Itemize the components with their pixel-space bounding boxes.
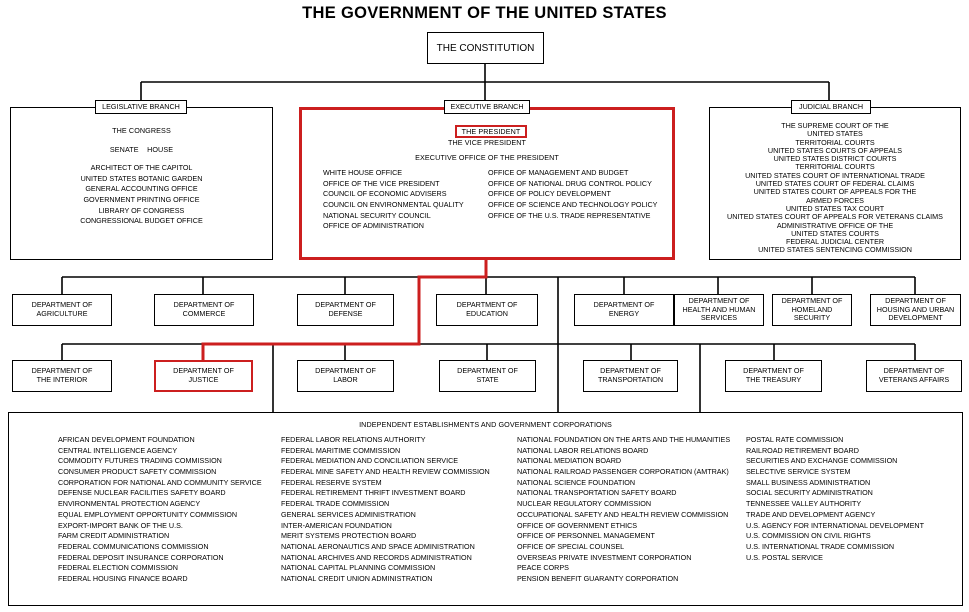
- list-item: FEDERAL RESERVE SYSTEM: [281, 477, 382, 487]
- list-item: ADMINISTRATIVE OFFICE OF THE: [776, 220, 894, 230]
- department-label-line: VETERANS AFFAIRS: [878, 375, 950, 384]
- list-item: PEACE CORPS: [517, 563, 569, 573]
- judicial-list: [709, 122, 961, 255]
- department-state: [439, 360, 536, 392]
- list-item: FARM CREDIT ADMINISTRATION: [58, 531, 170, 541]
- department-label-line: DEPARTMENT OF: [743, 366, 804, 376]
- department-label-line: DEPARTMENT OF: [885, 296, 946, 306]
- list-item: COMMODITY FUTURES TRADING COMMISSION: [58, 456, 222, 466]
- department-label-line: DEFENSE: [328, 309, 363, 318]
- department-label-line: DEPARTMENT OF: [883, 366, 945, 376]
- list-item: NATIONAL TRANSPORTATION SAFETY BOARD: [517, 488, 677, 498]
- department-label-line: DEPARTMENT OF: [456, 300, 518, 310]
- list-item: NATIONAL CAPITAL PLANNING COMMISSION: [281, 563, 436, 573]
- list-item: NATIONAL LABOR RELATIONS BOARD: [517, 445, 649, 455]
- list-item: U.S. POSTAL SERVICE: [746, 552, 823, 562]
- department-label-line: AGRICULTURE: [36, 309, 88, 318]
- list-item: INTER-AMERICAN FOUNDATION: [281, 520, 392, 530]
- department-label-line: DEPARTMENT OF: [315, 300, 376, 310]
- independent-title: INDEPENDENT ESTABLISHMENTS AND GOVERNMENT CORPORATIONS: [359, 420, 612, 429]
- vice-president-label: THE VICE PRESIDENT: [447, 138, 527, 147]
- legislative-label: LEGISLATIVE BRANCH: [95, 100, 187, 114]
- list-item: UNITED STATES COURT OF FEDERAL CLAIMS: [755, 179, 915, 189]
- legislative-list: [10, 163, 273, 227]
- list-item: OFFICE OF GOVERNMENT ETHICS: [517, 520, 638, 530]
- list-item: RAILROAD RETIREMENT BOARD: [746, 445, 859, 455]
- list-item: CONGRESSIONAL BUDGET OFFICE: [80, 216, 203, 226]
- list-item: GOVERNMENT PRINTING OFFICE: [83, 195, 200, 205]
- department-label-line: SERVICES: [700, 313, 738, 323]
- senate-house-label: SENATE HOUSE: [109, 145, 174, 154]
- eop-title: EXECUTIVE OFFICE OF THE PRESIDENT: [415, 153, 559, 162]
- list-item: OFFICE OF ADMINISTRATION: [323, 221, 424, 231]
- department-the-interior: [12, 360, 112, 392]
- department-label-line: COMMERCE: [182, 309, 226, 318]
- department-homeland-security: [772, 294, 852, 326]
- department-the-treasury: [725, 360, 822, 392]
- list-item: OFFICE OF PERSONNEL MANAGEMENT: [517, 531, 655, 541]
- list-item: NATIONAL CREDIT UNION ADMINISTRATION: [281, 573, 433, 583]
- list-item: UNITED STATES: [807, 129, 863, 139]
- list-item: COUNCIL OF ECONOMIC ADVISERS: [323, 189, 447, 199]
- department-label-line: DEPARTMENT OF: [593, 300, 655, 310]
- list-item: FEDERAL MINE SAFETY AND HEALTH REVIEW COMMISSION: [281, 467, 490, 477]
- department-label-line: DEVELOPMENT: [888, 313, 943, 323]
- list-item: NATIONAL AERONAUTICS AND SPACE ADMINISTRATION: [281, 541, 475, 551]
- department-energy: [574, 294, 674, 326]
- list-item: FEDERAL RETIREMENT THRIFT INVESTMENT BOARD: [281, 488, 466, 498]
- list-item: UNITED STATES TAX COURT: [785, 203, 885, 213]
- list-item: TRADE AND DEVELOPMENT AGENCY: [746, 509, 876, 519]
- list-item: TERRITORIAL COURTS: [795, 137, 875, 147]
- department-label-line: LABOR: [333, 375, 358, 384]
- department-label-line: DEPARTMENT OF: [688, 296, 750, 306]
- list-item: ENVIRONMENTAL PROTECTION AGENCY: [58, 499, 201, 509]
- list-item: NUCLEAR REGULATORY COMMISSION: [517, 499, 652, 509]
- list-item: GENERAL SERVICES ADMINISTRATION: [281, 509, 416, 519]
- list-item: THE SUPREME COURT OF THE: [781, 121, 889, 130]
- list-item: UNITED STATES COURTS: [791, 228, 879, 238]
- list-item: OFFICE OF THE VICE PRESIDENT: [323, 178, 440, 188]
- list-item: FEDERAL HOUSING FINANCE BOARD: [58, 573, 188, 583]
- list-item: ARCHITECT OF THE CAPITOL: [90, 163, 193, 172]
- list-item: UNITED STATES SENTENCING COMMISSION: [758, 245, 912, 255]
- list-item: NATIONAL ARCHIVES AND RECORDS ADMINISTRATION: [281, 552, 472, 562]
- department-label-line: DEPARTMENT OF: [173, 366, 234, 376]
- department-label-line: HOMELAND: [791, 304, 833, 314]
- department-label-line: DEPARTMENT OF: [31, 366, 93, 376]
- department-label-line: HOUSING AND URBAN: [876, 304, 955, 314]
- list-item: OFFICE OF SPECIAL COUNSEL: [517, 541, 625, 551]
- department-transportation: [583, 360, 678, 392]
- department-agriculture: [12, 294, 112, 326]
- list-item: UNITED STATES DISTRICT COURTS: [773, 154, 897, 164]
- list-item: U.S. AGENCY FOR INTERNATIONAL DEVELOPMENT: [746, 520, 924, 530]
- list-item: OVERSEAS PRIVATE INVESTMENT CORPORATION: [517, 552, 692, 562]
- list-item: CENTRAL INTELLIGENCE AGENCY: [58, 445, 178, 455]
- constitution-label: THE CONSTITUTION: [436, 42, 535, 54]
- list-item: SELECTIVE SERVICE SYSTEM: [746, 467, 851, 477]
- list-item: TERRITORIAL COURTS: [795, 162, 875, 172]
- department-health-and-human-services: [674, 294, 764, 326]
- department-label-line: THE TREASURY: [745, 375, 802, 384]
- list-item: NATIONAL SCIENCE FOUNDATION: [517, 477, 636, 487]
- list-item: OFFICE OF SCIENCE AND TECHNOLOGY POLICY: [488, 200, 658, 210]
- list-item: POSTAL RATE COMMISSION: [746, 435, 844, 444]
- list-item: SMALL BUSINESS ADMINISTRATION: [746, 477, 871, 487]
- list-item: SOCIAL SECURITY ADMINISTRATION: [746, 488, 873, 498]
- department-label-line: DEPARTMENT OF: [457, 366, 518, 376]
- list-item: SECURITIES AND EXCHANGE COMMISSION: [746, 456, 898, 466]
- department-label-line: SECURITY: [793, 313, 831, 323]
- department-label-line: THE INTERIOR: [36, 375, 88, 384]
- list-item: DEFENSE NUCLEAR FACILITIES SAFETY BOARD: [58, 488, 226, 498]
- list-item: NATIONAL SECURITY COUNCIL: [323, 210, 431, 220]
- list-item: FEDERAL DEPOSIT INSURANCE CORPORATION: [58, 552, 224, 562]
- independent-col-4: [746, 435, 924, 563]
- list-item: OFFICE OF POLICY DEVELOPMENT: [488, 189, 611, 199]
- list-item: LIBRARY OF CONGRESS: [98, 205, 185, 215]
- list-item: UNITED STATES COURTS OF APPEALS: [767, 145, 903, 155]
- department-label-line: DEPARTMENT OF: [173, 300, 235, 310]
- department-defense: [297, 294, 394, 326]
- list-item: MERIT SYSTEMS PROTECTION BOARD: [281, 531, 417, 541]
- department-education: [436, 294, 538, 326]
- list-item: FEDERAL MEDIATION AND CONCILIATION SERVICE: [281, 456, 459, 466]
- department-justice: [154, 360, 253, 392]
- list-item: GENERAL ACCOUNTING OFFICE: [85, 184, 198, 194]
- list-item: UNITED STATES COURT OF APPEALS FOR THE: [753, 187, 917, 197]
- executive-label: EXECUTIVE BRANCH: [444, 100, 530, 114]
- judicial-label: JUDICIAL BRANCH: [791, 100, 871, 114]
- department-label-line: ENERGY: [608, 309, 640, 318]
- list-item: OFFICE OF MANAGEMENT AND BUDGET: [488, 168, 629, 177]
- list-item: CORPORATION FOR NATIONAL AND COMMUNITY SERVICE: [58, 477, 262, 487]
- department-label-line: STATE: [476, 375, 499, 384]
- department-label-line: TRANSPORTATION: [597, 375, 664, 384]
- list-item: U.S. INTERNATIONAL TRADE COMMISSION: [746, 541, 895, 551]
- department-commerce: [154, 294, 254, 326]
- list-item: TENNESSEE VALLEY AUTHORITY: [746, 499, 862, 509]
- list-item: FEDERAL ELECTION COMMISSION: [58, 563, 178, 573]
- department-label-line: DEPARTMENT OF: [315, 366, 376, 376]
- list-item: UNITED STATES COURT OF APPEALS FOR VETERANS CLAIMS: [727, 212, 943, 222]
- department-label-line: JUSTICE: [188, 375, 219, 384]
- president-label: THE PRESIDENT: [455, 125, 527, 138]
- independent-col-3: [517, 435, 730, 585]
- department-label-line: DEPARTMENT OF: [31, 300, 93, 310]
- independent-col-1: [58, 435, 262, 585]
- list-item: PENSION BENEFIT GUARANTY CORPORATION: [517, 573, 679, 583]
- department-label-line: HEALTH AND HUMAN: [682, 304, 756, 314]
- list-item: UNITED STATES BOTANIC GARDEN: [80, 173, 203, 183]
- department-label-line: DEPARTMENT OF: [600, 366, 661, 376]
- list-item: AFRICAN DEVELOPMENT FOUNDATION: [58, 435, 195, 444]
- eop-left-list: [323, 168, 464, 232]
- independent-col-2: [281, 435, 490, 585]
- list-item: U.S. COMMISSION ON CIVIL RIGHTS: [746, 531, 871, 541]
- congress-label: THE CONGRESS: [112, 126, 171, 135]
- list-item: CONSUMER PRODUCT SAFETY COMMISSION: [58, 467, 217, 477]
- list-item: NATIONAL MEDIATION BOARD: [517, 456, 622, 466]
- list-item: FEDERAL TRADE COMMISSION: [281, 499, 390, 509]
- list-item: NATIONAL FOUNDATION ON THE ARTS AND THE HUMANITIES: [517, 435, 731, 444]
- list-item: UNITED STATES COURT OF INTERNATIONAL TRADE: [745, 170, 925, 180]
- department-label-line: DEPARTMENT OF: [781, 296, 843, 306]
- list-item: OFFICE OF THE U.S. TRADE REPRESENTATIVE: [488, 210, 651, 220]
- department-labor: [297, 360, 394, 392]
- list-item: EQUAL EMPLOYMENT OPPORTUNITY COMMISSION: [58, 509, 238, 519]
- list-item: FEDERAL LABOR RELATIONS AUTHORITY: [281, 435, 426, 444]
- list-item: OFFICE OF NATIONAL DRUG CONTROL POLICY: [488, 178, 652, 188]
- eop-right-list: [488, 168, 657, 221]
- department-label-line: EDUCATION: [466, 309, 508, 318]
- list-item: FEDERAL JUDICIAL CENTER: [785, 237, 885, 247]
- list-item: FEDERAL COMMUNICATIONS COMMISSION: [58, 541, 209, 551]
- list-item: ARMED FORCES: [806, 195, 864, 205]
- list-item: EXPORT-IMPORT BANK OF THE U.S.: [58, 520, 183, 530]
- list-item: WHITE HOUSE OFFICE: [323, 168, 403, 177]
- list-item: COUNCIL ON ENVIRONMENTAL QUALITY: [323, 200, 464, 210]
- list-item: NATIONAL RAILROAD PASSENGER CORPORATION (AMTRAK): [517, 467, 729, 477]
- constitution-box: [427, 32, 544, 64]
- department-veterans-affairs: [866, 360, 962, 392]
- list-item: OCCUPATIONAL SAFETY AND HEALTH REVIEW COMMISSION: [517, 509, 729, 519]
- list-item: FEDERAL MARITIME COMMISSION: [281, 445, 401, 455]
- department-housing-and-urban-development: [870, 294, 961, 326]
- page-title: THE GOVERNMENT OF THE UNITED STATES: [302, 4, 667, 22]
